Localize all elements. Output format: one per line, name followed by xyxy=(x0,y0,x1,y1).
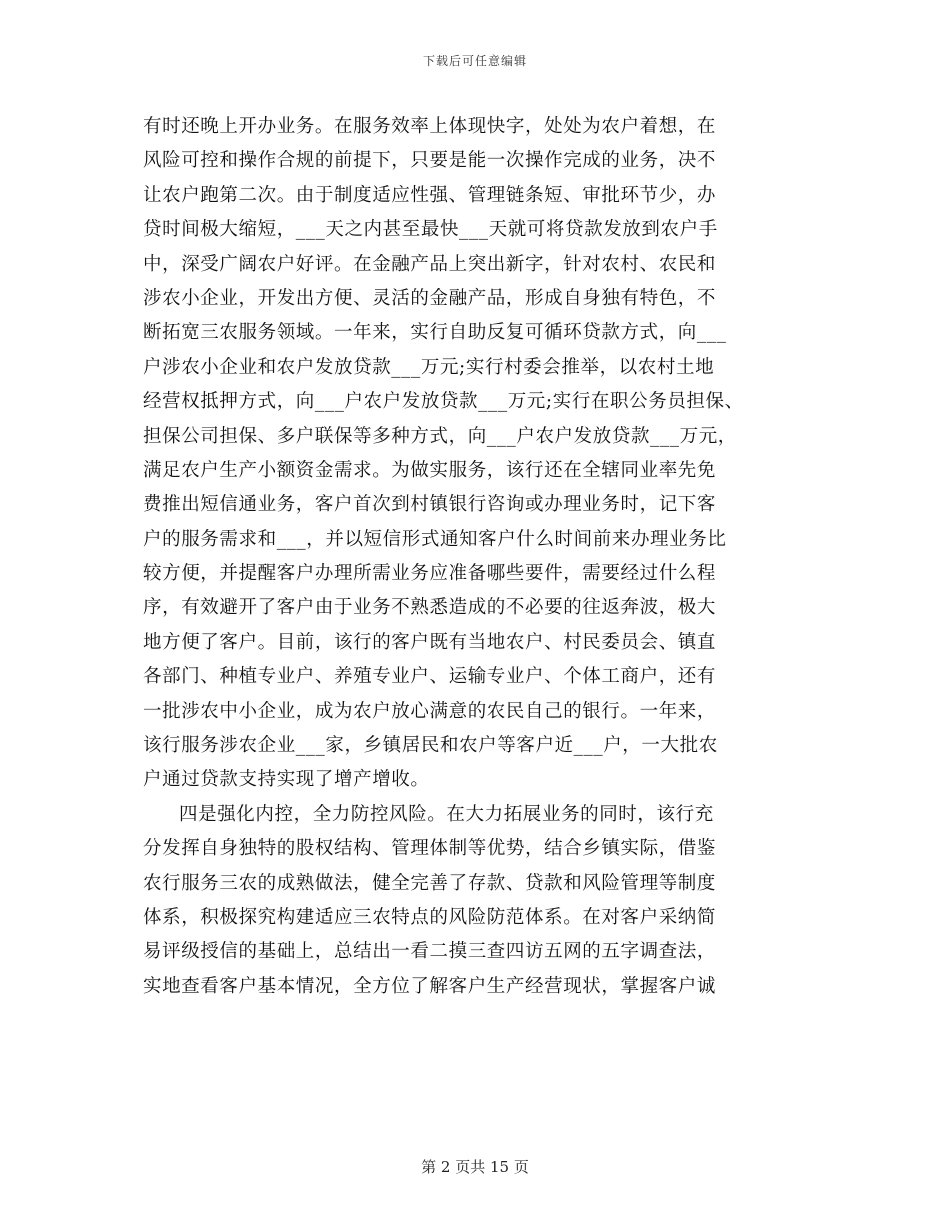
text-line: 实地查看客户基本情况，全方位了解客户生产经营现状，掌握客户诚 xyxy=(143,975,717,997)
text-line: 贷时间极大缩短，___天之内甚至最快___天就可将贷款发放到农户手 xyxy=(143,219,718,241)
text-line: 户通过贷款支持实现了增产增收。 xyxy=(143,769,430,791)
text-line: 各部门、种植专业户、养殖专业户、运输专业户、个体工商户，还有 xyxy=(143,666,717,688)
text-line: 户涉农小企业和农户发放贷款___万元;实行村委会推举，以农村土地 xyxy=(143,356,715,378)
text-line: 户的服务需求和___，并以短信形式通知客户什么时间前来办理业务比 xyxy=(143,528,727,550)
text-line: 让农户跑第二次。由于制度适应性强、管理链条短、审批环节少，办 xyxy=(143,184,717,206)
text-line: 农行服务三农的成熟做法，健全完善了存款、贷款和风险管理等制度 xyxy=(143,872,717,894)
document-body xyxy=(143,110,823,1004)
text-line: 中，深受广阔农户好评。在金融产品上突出新字，针对农村、农民和 xyxy=(143,253,717,275)
text-line: 担保公司担保、多户联保等多种方式，向___户农户发放贷款___万元， xyxy=(143,425,737,447)
text-line: 经营权抵押方式，向___户农户发放贷款___万元;实行在职公务员担保、 xyxy=(143,391,744,413)
page-number: 第 2 页共 15 页 xyxy=(421,1158,529,1176)
text-line: 该行服务涉农企业___家，乡镇居民和农户等客户近___户，一大批农 xyxy=(143,735,718,757)
paragraph-first-line: 四是强化内控，全力防控风险。在大力拓展业务的同时，该行充 xyxy=(179,803,714,825)
text-line: 有时还晚上开办业务。在服务效率上体现快字，处处为农户着想，在 xyxy=(143,116,717,137)
text-line: 费推出短信通业务，客户首次到村镇银行咨询或办理业务时，记下客 xyxy=(143,494,717,516)
text-line: 满足农户生产小额资金需求。为做实服务，该行还在全辖同业率先免 xyxy=(143,459,717,481)
text-line: 分发挥自身独特的股权结构、管理体制等优势，结合乡镇实际，借鉴 xyxy=(143,838,717,860)
text-line: 一批涉农中小企业，成为农户放心满意的农民自己的银行。一年来， xyxy=(143,700,717,722)
text-line: 断拓宽三农服务领域。一年来，实行自助反复可循环贷款方式，向___ xyxy=(143,322,727,344)
text-line: 较方便，并提醒客户办理所需业务应准备哪些要件，需要经过什么程 xyxy=(143,563,717,585)
text-line: 序，有效避开了客户由于业务不熟悉造成的不必要的往返奔波，极大 xyxy=(143,597,717,619)
text-line: 体系，积极探究构建适应三农特点的风险防范体系。在对客户采纳简 xyxy=(143,906,717,928)
text-line: 地方便了客户。目前，该行的客户既有当地农户、村民委员会、镇直 xyxy=(143,631,717,653)
text-line: 易评级授信的基础上，总结出一看二摸三查四访五网的五字调查法， xyxy=(143,941,717,963)
text-line: 涉农小企业，开发出方便、灵活的金融产品，形成自身独有特色，不 xyxy=(143,287,717,309)
page-header: 下载后可任意编辑 xyxy=(422,54,527,68)
text-line: 风险可控和操作合规的前提下，只要是能一次操作完成的业务，决不 xyxy=(143,150,717,172)
